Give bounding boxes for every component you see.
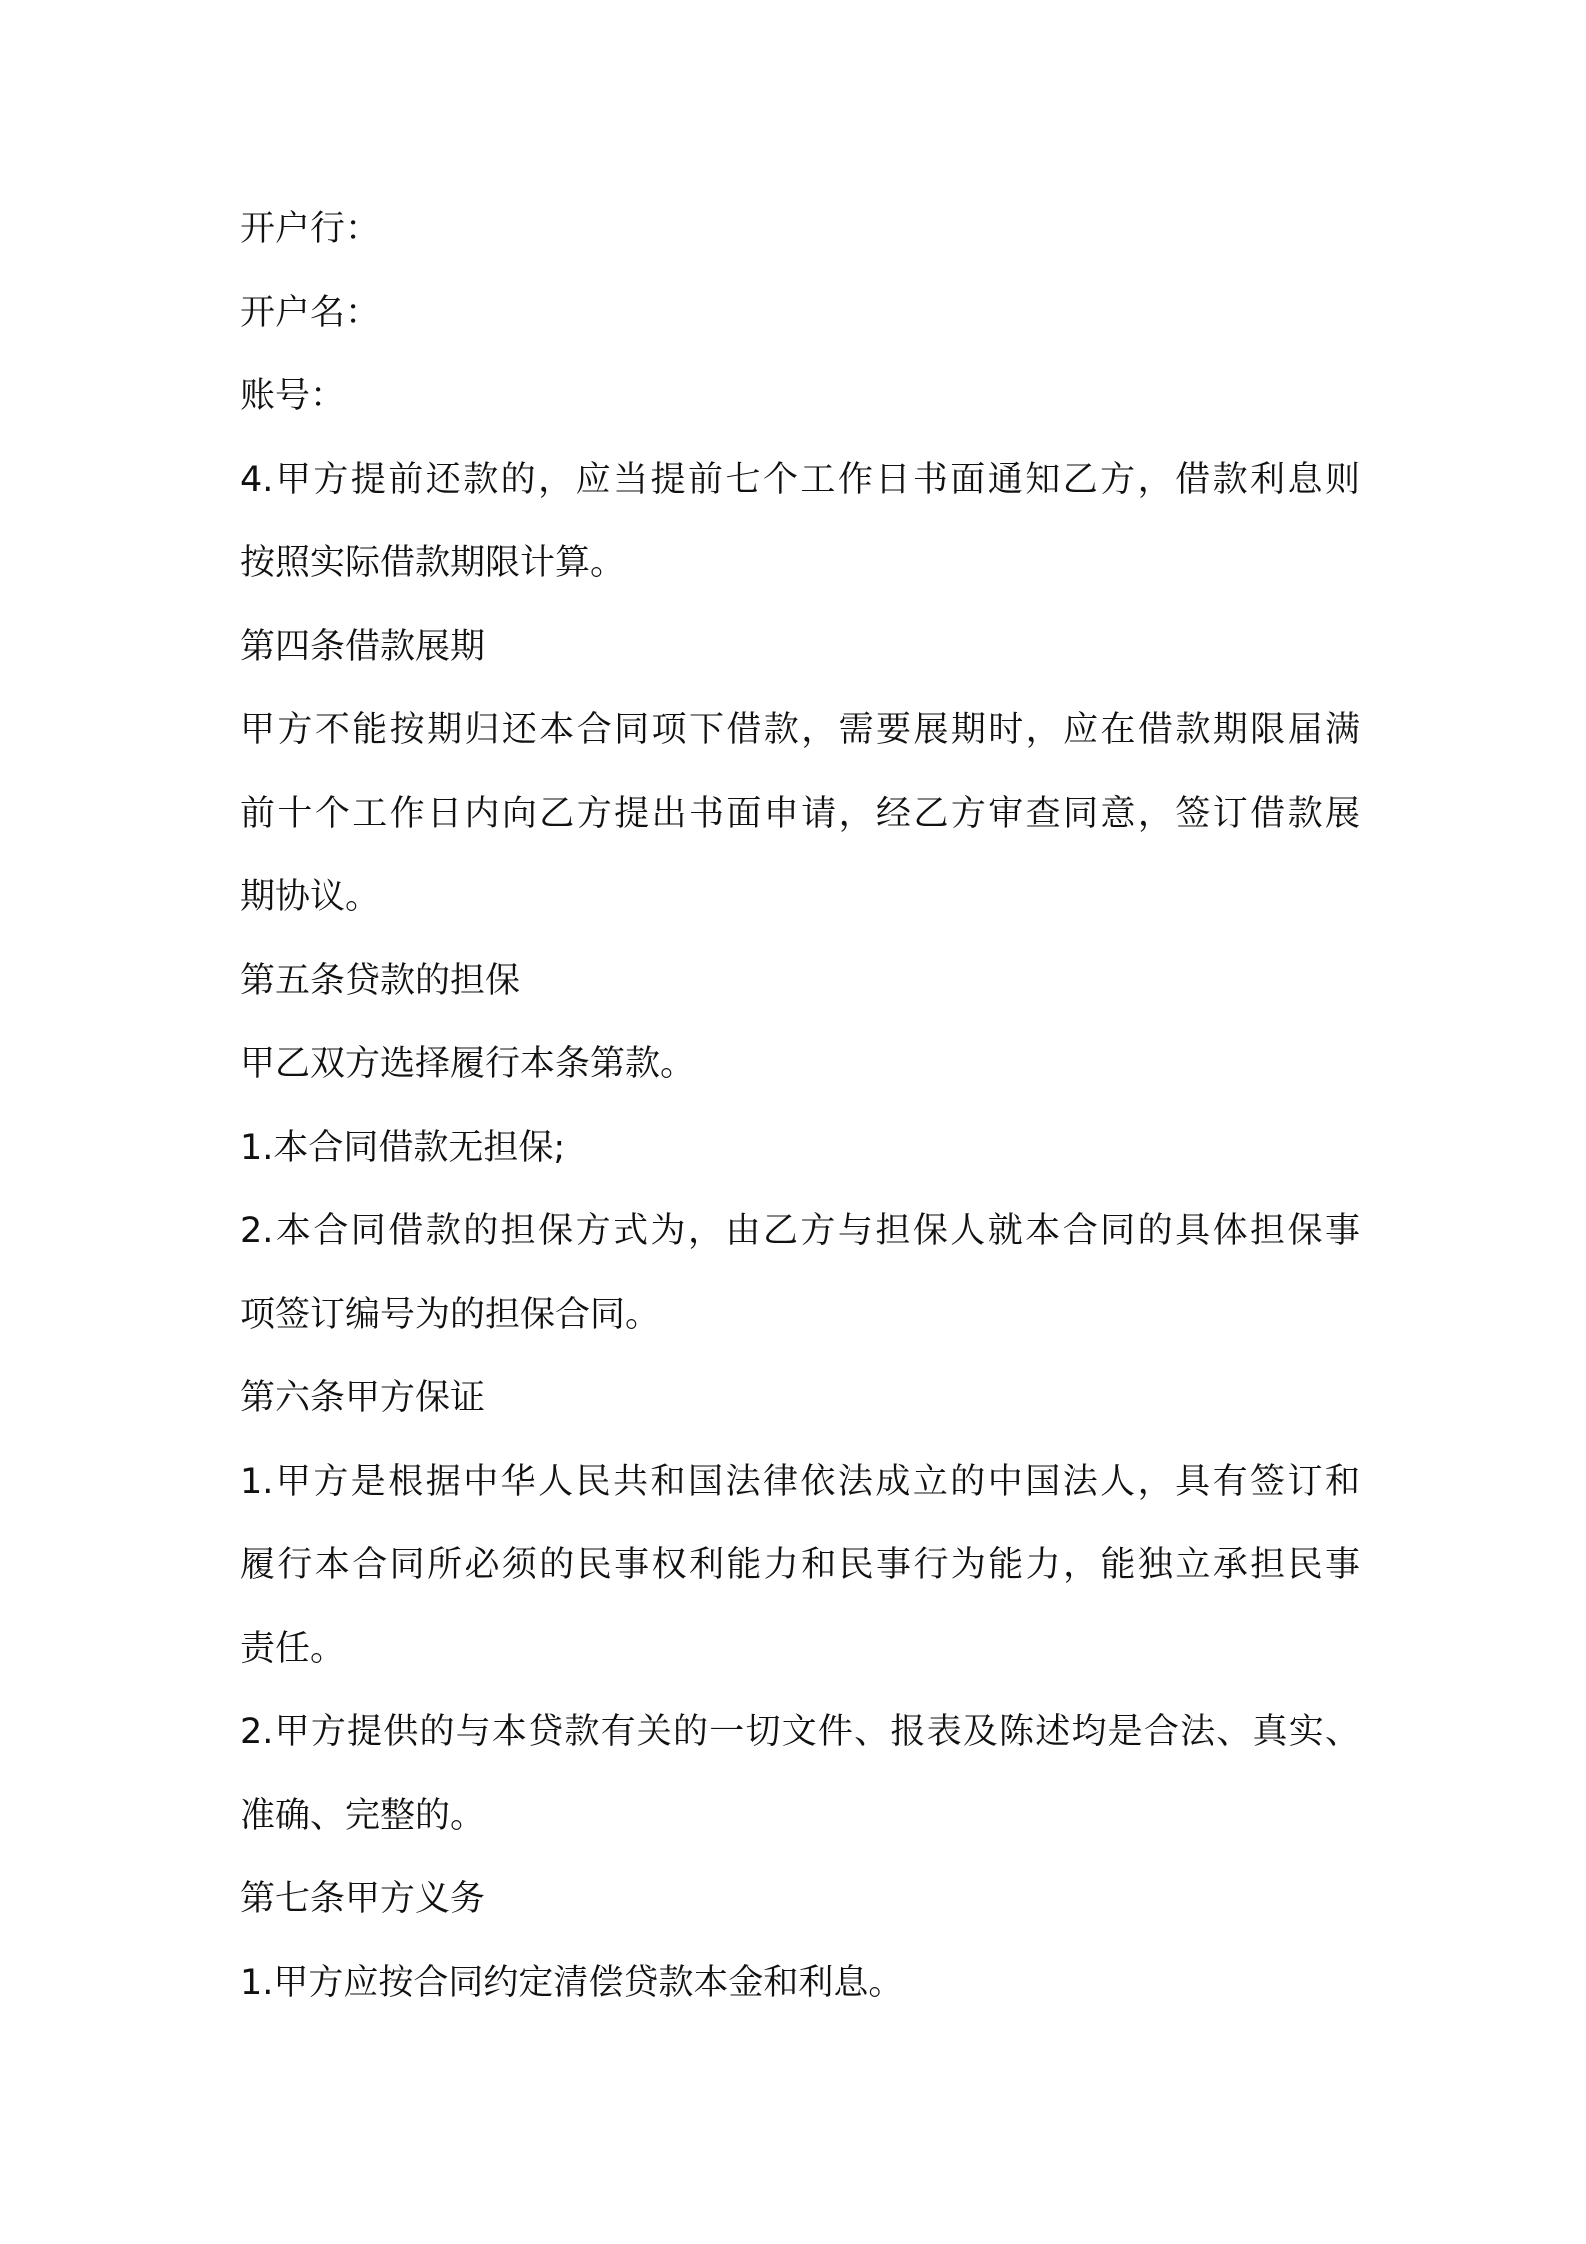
paragraph-line: 甲方不能按期归还本合同项下借款，需要展期时，应在借款期限届满 bbox=[240, 710, 1360, 750]
section-heading: 第五条贷款的担保 bbox=[240, 960, 521, 1001]
paragraph-line: 期协议。 bbox=[240, 877, 381, 917]
paragraph-line: 2.甲方提供的与本贷款有关的一切文件、报表及陈述均是合法、真实、 bbox=[240, 1712, 1360, 1752]
section-heading: 第六条甲方保证 bbox=[240, 1378, 486, 1418]
paragraph-line: 4.甲方提前还款的，应当提前七个工作日书面通知乙方，借款利息则 bbox=[240, 459, 1360, 500]
account-number-line: 账号： bbox=[240, 376, 346, 416]
paragraph-line: 履行本合同所必须的民事权利能力和民事行为能力，能独立承担民事 bbox=[240, 1545, 1360, 1585]
paragraph-line: 1.甲方应按合同约定清偿贷款本金和利息。 bbox=[240, 1962, 904, 2003]
paragraph-line: 责任。 bbox=[240, 1628, 346, 1669]
section-heading: 第七条甲方义务 bbox=[240, 1879, 486, 1919]
paragraph-line: 甲乙双方选择履行本条第款。 bbox=[240, 1044, 696, 1084]
paragraph-line: 1.甲方是根据中华人民共和国法律依法成立的中国法人，具有签订和 bbox=[240, 1461, 1360, 1502]
paragraph-line: 前十个工作日内向乙方提出书面申请，经乙方审查同意，签订借款展 bbox=[240, 793, 1360, 834]
section-heading: 第四条借款展期 bbox=[240, 626, 486, 667]
paragraph-line: 按照实际借款期限计算。 bbox=[240, 543, 626, 583]
account-name-line: 开户名： bbox=[240, 292, 381, 333]
document-body bbox=[240, 199, 1360, 2036]
bank-name-line: 开户行： bbox=[240, 209, 381, 249]
paragraph-line: 1.本合同借款无担保; bbox=[240, 1127, 566, 1168]
paragraph-line: 准确、完整的。 bbox=[240, 1795, 486, 1836]
paragraph-line: 项签订编号为的担保合同。 bbox=[240, 1294, 661, 1335]
paragraph-line: 2.本合同借款的担保方式为，由乙方与担保人就本合同的具体担保事 bbox=[240, 1211, 1360, 1251]
